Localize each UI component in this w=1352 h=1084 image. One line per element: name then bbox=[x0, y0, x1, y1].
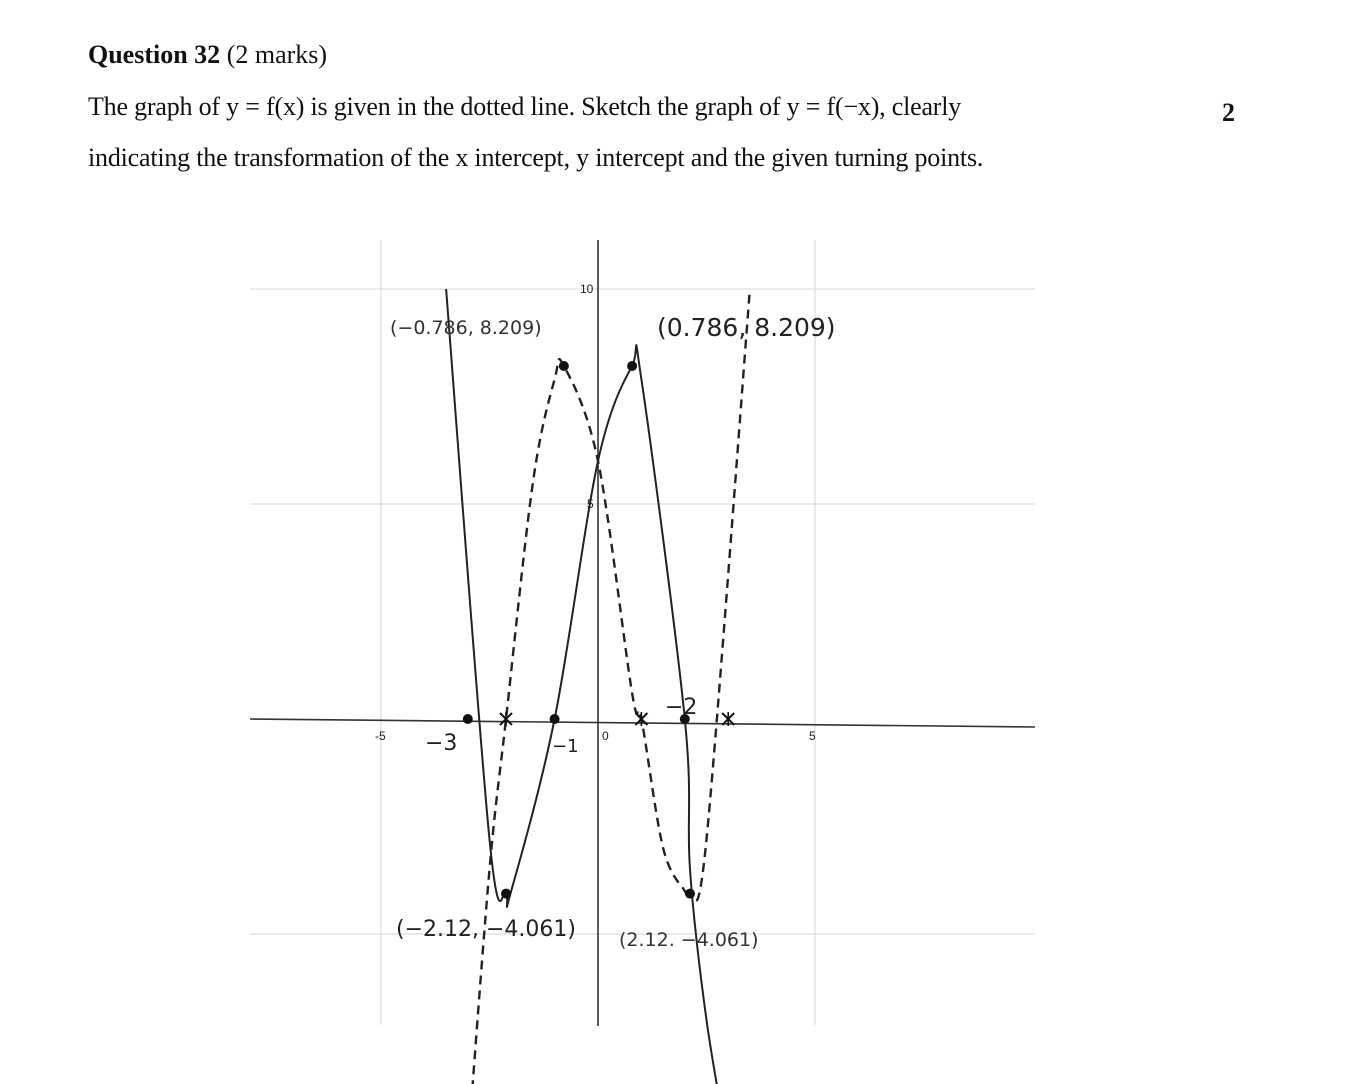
printed-label-bottom-right: (2.12. −4.061) bbox=[619, 929, 759, 951]
handwritten-label-bottom-left: (−2.12, −4.061) bbox=[396, 917, 576, 942]
point-marker bbox=[627, 361, 637, 371]
dashed-curve-f-of-x bbox=[468, 289, 750, 1084]
point-marker bbox=[685, 889, 695, 899]
x-tick-label: 0 bbox=[602, 729, 609, 743]
grid bbox=[250, 240, 1035, 1025]
point-marker bbox=[463, 714, 473, 724]
question-line-1: The graph of y = f(x) is given in the dotted line. Sketch the graph of y = f(−x), clearly bbox=[88, 92, 962, 121]
handwritten-label-top-right: (0.786, 8.209) bbox=[657, 313, 836, 342]
solid-curve-f-of-minus-x bbox=[446, 289, 728, 1084]
question-marks: (2 marks) bbox=[226, 40, 328, 69]
point-marker bbox=[559, 361, 569, 371]
cross-marker bbox=[500, 712, 512, 726]
cross-marker bbox=[722, 712, 734, 726]
x-tick-label: 5 bbox=[809, 729, 816, 743]
y-tick-label: 5 bbox=[587, 497, 594, 511]
handwritten-x-intercept-b: −1 bbox=[552, 736, 579, 757]
margin-marks: 2 bbox=[1222, 98, 1235, 127]
tick-labels bbox=[375, 282, 816, 743]
axes bbox=[250, 240, 1035, 1026]
point-marker bbox=[550, 714, 560, 724]
x-tick-label: -5 bbox=[375, 729, 386, 743]
question-line-2: indicating the transformation of the x intercept, y intercept and the given turning points. bbox=[88, 143, 984, 172]
handwritten-x-intercept-c: −2 bbox=[665, 695, 698, 720]
question-number: Question 32 bbox=[88, 40, 221, 69]
cross-marker bbox=[635, 712, 647, 726]
printed-label-top-left: (−0.786, 8.209) bbox=[390, 317, 542, 339]
y-tick-label: 10 bbox=[580, 282, 594, 296]
handwritten-x-intercept-a: −3 bbox=[425, 731, 458, 756]
point-marker bbox=[501, 889, 511, 899]
